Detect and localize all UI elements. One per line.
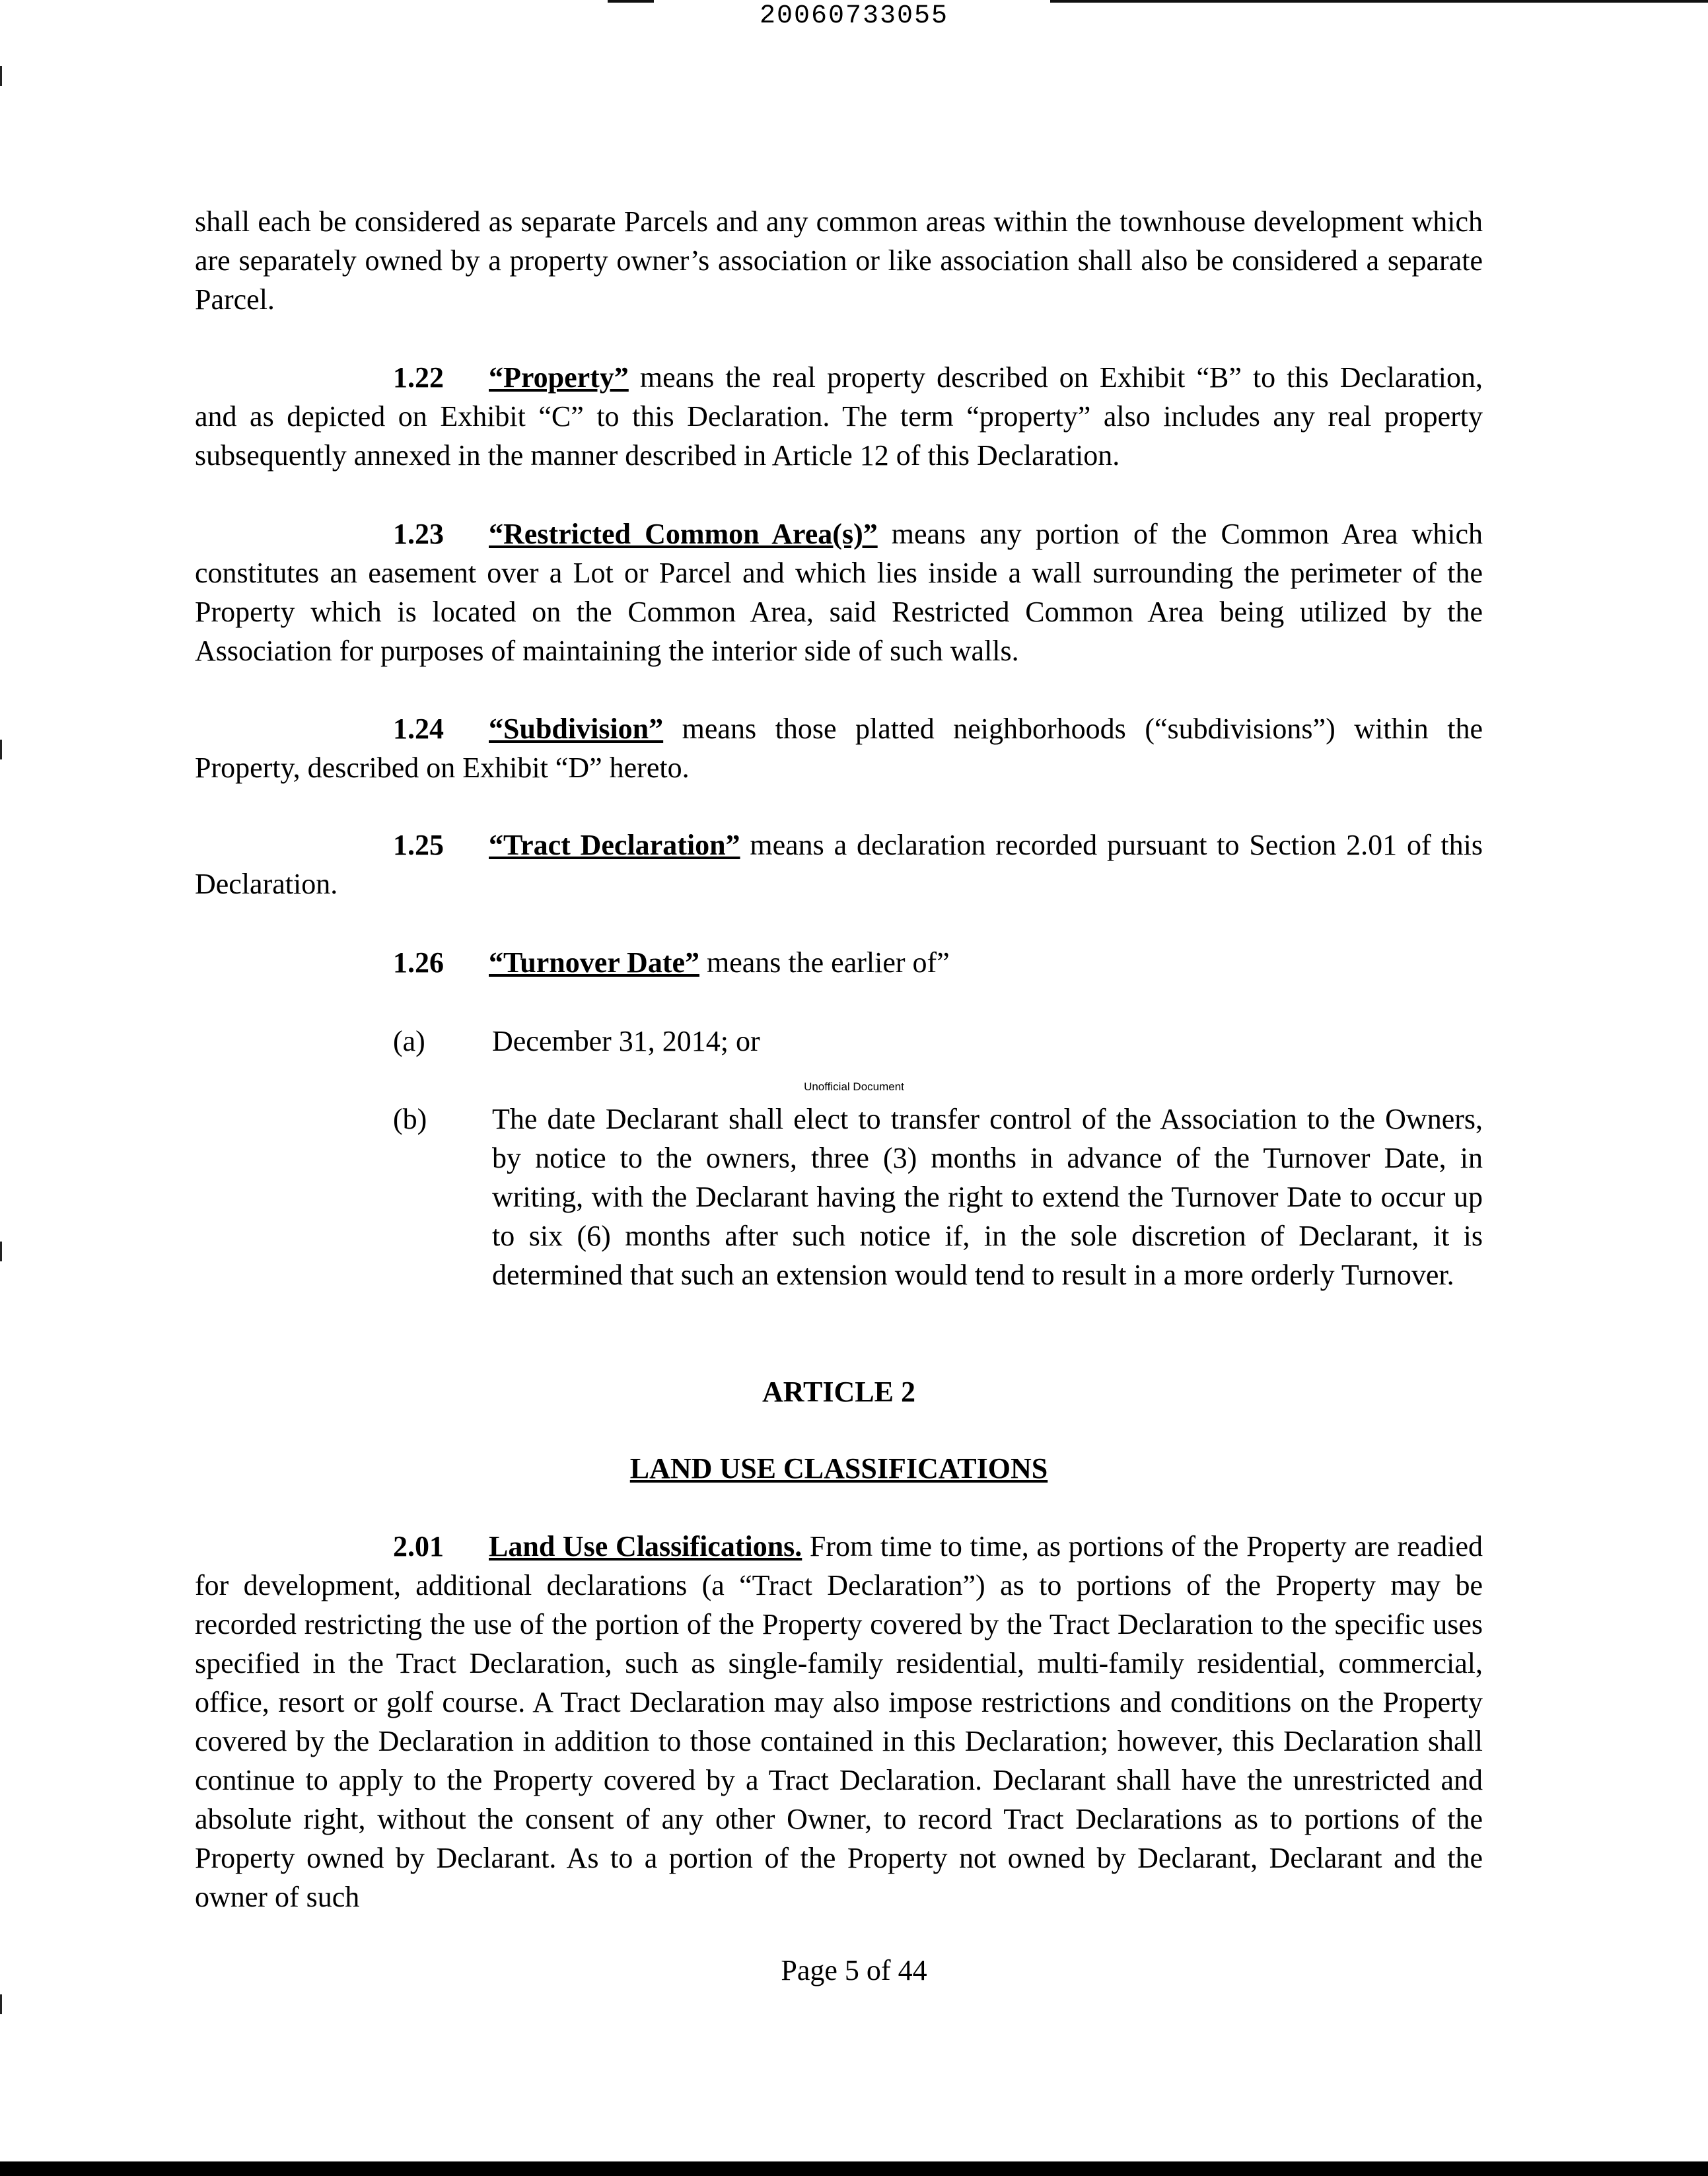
list-label: (a) [393,1025,425,1057]
section-1-24 [195,709,1483,787]
section-1-25 [195,825,1483,903]
section-number: 1.26 [393,946,444,979]
section-text: means those platted neighborhoods (“subdivisions”) within the Property, described on Exhibit “D” hereto. [195,713,1483,784]
section-number: 2.01 [393,1530,444,1562]
defined-term: “Property” [489,361,629,394]
article-subheading: LAND USE CLASSIFICATIONS [629,1452,1048,1485]
section-number: 1.24 [393,713,444,745]
list-text: December 31, 2014; or [492,1025,760,1057]
section-2-01 [195,1527,1483,1916]
section-text: means the earlier of” [699,946,950,979]
list-text: The date Declarant shall elect to transfer control of the Association to the Owners, by notice to the owners, three (3) months in advance of the Turnover Date, in writing, with the Declarant having the right to extend the Turnover Date to occur up to six (6) months after such notice if, in the sole discretion of Declarant, it is determined that such an extension would tend to result in a more orderly Turnover. [492,1103,1483,1291]
section-1-26 [195,943,1483,982]
section-text: means a declaration recorded pursuant to Section 2.01 of this Declaration. [195,829,1483,900]
defined-term: “Restricted Common Area(s)” [489,518,878,550]
section-text: From time to time, as portions of the Property are readied for development, additional declarations (a “Tract Declaration”) as to portions of the Property may be recorded restricting the use of the portion of the Property covered by the Tract Declaration to the specific uses specified in the Tract Declaration, such as single-family residential, multi-family residential, commercial, office, resort or golf course. A Tract Declaration may also impose restrictions and conditions on the Property covered by the Declaration in addition to those contained in this Declaration; however, this Declaration shall continue to apply to the Property covered by a Tract Declaration. Declarant shall have the unrestricted and absolute right, without the consent of any other Owner, to record Tract Declarations as to portions of the Property owned by Declarant. As to a portion of the Property not owned by Declarant, Declarant and the owner of such [195,1530,1483,1913]
list-label: (b) [393,1103,427,1135]
section-number: 1.23 [393,518,444,550]
scan-edge-mark [0,1994,2,2014]
scan-edge-mark [0,740,2,759]
defined-term: “Tract Declaration” [489,829,740,861]
section-number: 1.25 [393,829,444,861]
scan-bottom-bar [0,2161,1708,2176]
scan-edge-mark [0,1242,2,1261]
section-number: 1.22 [393,361,444,394]
page-number: Page 5 of 44 [781,1954,927,1986]
recording-number: 20060733055 [759,1,949,31]
defined-term: “Subdivision” [489,713,664,745]
defined-term: “Turnover Date” [489,946,699,979]
section-text: means the real property described on Exhibit “B” to this Declaration, and as depicted on Exhibit “C” to this Declaration. The term “property” also includes any real property subsequently annexed in the manner described in Article 12 of this Declaration. [195,361,1483,472]
defined-term: Land Use Classifications. [489,1530,802,1562]
intro-paragraph: shall each be considered as separate Parcels and any common areas within the townhouse development which are separately owned by a property owner’s association or like association shall also be considered a separate Parcel. [195,205,1483,316]
section-text: means any portion of the Common Area which constitutes an easement over a Lot or Parcel and which lies inside a wall surrounding the perimeter of the Property which is located on the Common Area, said Restricted Common Area being utilized by the Association for purposes of maintaining the interior side of such walls. [195,518,1483,667]
section-1-22 [195,358,1483,475]
scan-edge-mark [0,66,2,86]
section-1-23 [195,514,1483,670]
article-heading: ARTICLE 2 [762,1376,915,1408]
unofficial-watermark: Unofficial Document [804,1080,904,1093]
